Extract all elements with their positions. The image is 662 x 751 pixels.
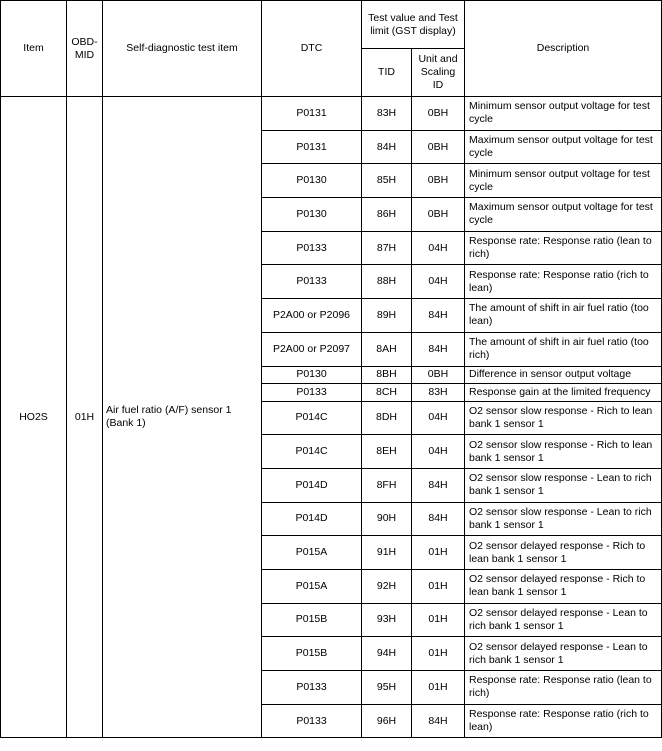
cell-tid: 8EH bbox=[362, 435, 412, 469]
cell-dtc: P0130 bbox=[262, 164, 362, 198]
cell-description: O2 sensor slow response - Rich to lean bank 1 sensor 1 bbox=[465, 435, 662, 469]
cell-tid: 8CH bbox=[362, 384, 412, 402]
cell-description: O2 sensor slow response - Lean to rich bank 1 sensor 1 bbox=[465, 468, 662, 502]
header-item: Item bbox=[1, 1, 67, 97]
cell-dtc: P2A00 or P2096 bbox=[262, 299, 362, 333]
header-test-item: Self-diagnostic test item bbox=[103, 1, 262, 97]
cell-tid: 84H bbox=[362, 130, 412, 164]
cell-dtc: P0133 bbox=[262, 671, 362, 705]
cell-dtc: P0130 bbox=[262, 198, 362, 232]
group-item: HO2S bbox=[1, 97, 67, 738]
cell-tid: 94H bbox=[362, 637, 412, 671]
cell-unit: 0BH bbox=[412, 97, 465, 131]
header-unit: Unit and Scaling ID bbox=[412, 49, 465, 97]
cell-unit: 84H bbox=[412, 332, 465, 366]
cell-dtc: P0131 bbox=[262, 97, 362, 131]
group-obd-mid: 01H bbox=[67, 97, 103, 738]
header-description: Description bbox=[465, 1, 662, 97]
cell-description: Maximum sensor output voltage for test cycle bbox=[465, 130, 662, 164]
cell-description: O2 sensor delayed response - Lean to rich bank 1 sensor 1 bbox=[465, 603, 662, 637]
cell-description: Maximum sensor output voltage for test cycle bbox=[465, 198, 662, 232]
cell-dtc: P0131 bbox=[262, 130, 362, 164]
cell-description: Response rate: Response ratio (rich to lean) bbox=[465, 265, 662, 299]
cell-unit: 04H bbox=[412, 435, 465, 469]
cell-tid: 88H bbox=[362, 265, 412, 299]
cell-tid: 8AH bbox=[362, 332, 412, 366]
group-test-item: Air fuel ratio (A/F) sensor 1 (Bank 1) bbox=[103, 97, 262, 738]
cell-tid: 90H bbox=[362, 502, 412, 536]
cell-unit: 04H bbox=[412, 265, 465, 299]
cell-tid: 95H bbox=[362, 671, 412, 705]
cell-tid: 8FH bbox=[362, 468, 412, 502]
cell-tid: 92H bbox=[362, 569, 412, 603]
cell-description: O2 sensor slow response - Rich to lean bank 1 sensor 1 bbox=[465, 401, 662, 435]
header-dtc: DTC bbox=[262, 1, 362, 97]
cell-dtc: P014C bbox=[262, 435, 362, 469]
cell-description: Response rate: Response ratio (lean to rich) bbox=[465, 231, 662, 265]
cell-unit: 04H bbox=[412, 231, 465, 265]
cell-tid: 93H bbox=[362, 603, 412, 637]
cell-description: Difference in sensor output voltage bbox=[465, 366, 662, 384]
table-body bbox=[1, 97, 662, 738]
cell-description: Response rate: Response ratio (lean to rich) bbox=[465, 671, 662, 705]
cell-unit: 01H bbox=[412, 637, 465, 671]
cell-tid: 86H bbox=[362, 198, 412, 232]
cell-tid: 96H bbox=[362, 704, 412, 738]
cell-unit: 84H bbox=[412, 502, 465, 536]
header-tid: TID bbox=[362, 49, 412, 97]
cell-unit: 04H bbox=[412, 401, 465, 435]
cell-description: O2 sensor delayed response - Lean to rich bank 1 sensor 1 bbox=[465, 637, 662, 671]
cell-description: O2 sensor delayed response - Rich to lean bank 1 sensor 1 bbox=[465, 536, 662, 570]
cell-dtc: P014D bbox=[262, 502, 362, 536]
cell-description: Response rate: Response ratio (rich to lean) bbox=[465, 704, 662, 738]
cell-description: O2 sensor delayed response - Rich to lean bank 1 sensor 1 bbox=[465, 569, 662, 603]
table-row bbox=[1, 97, 662, 131]
cell-description: Minimum sensor output voltage for test cycle bbox=[465, 97, 662, 131]
cell-description: Response gain at the limited frequency bbox=[465, 384, 662, 402]
cell-description: Minimum sensor output voltage for test cycle bbox=[465, 164, 662, 198]
cell-tid: 89H bbox=[362, 299, 412, 333]
cell-description: The amount of shift in air fuel ratio (too rich) bbox=[465, 332, 662, 366]
cell-dtc: P0133 bbox=[262, 384, 362, 402]
cell-tid: 8DH bbox=[362, 401, 412, 435]
cell-tid: 85H bbox=[362, 164, 412, 198]
cell-dtc: P015B bbox=[262, 637, 362, 671]
cell-dtc: P2A00 or P2097 bbox=[262, 332, 362, 366]
cell-dtc: P014C bbox=[262, 401, 362, 435]
cell-dtc: P015A bbox=[262, 536, 362, 570]
cell-unit: 01H bbox=[412, 603, 465, 637]
cell-dtc: P015B bbox=[262, 603, 362, 637]
cell-unit: 0BH bbox=[412, 164, 465, 198]
cell-unit: 84H bbox=[412, 299, 465, 333]
cell-description: O2 sensor slow response - Lean to rich bank 1 sensor 1 bbox=[465, 502, 662, 536]
cell-unit: 01H bbox=[412, 536, 465, 570]
cell-description: The amount of shift in air fuel ratio (too lean) bbox=[465, 299, 662, 333]
cell-unit: 0BH bbox=[412, 198, 465, 232]
cell-unit: 01H bbox=[412, 569, 465, 603]
cell-unit: 0BH bbox=[412, 130, 465, 164]
cell-dtc: P015A bbox=[262, 569, 362, 603]
cell-unit: 84H bbox=[412, 468, 465, 502]
cell-tid: 83H bbox=[362, 97, 412, 131]
cell-tid: 8BH bbox=[362, 366, 412, 384]
header-obd-mid: OBD- MID bbox=[67, 1, 103, 97]
cell-unit: 83H bbox=[412, 384, 465, 402]
cell-unit: 0BH bbox=[412, 366, 465, 384]
cell-dtc: P014D bbox=[262, 468, 362, 502]
cell-tid: 91H bbox=[362, 536, 412, 570]
cell-dtc: P0133 bbox=[262, 265, 362, 299]
cell-tid: 87H bbox=[362, 231, 412, 265]
cell-dtc: P0133 bbox=[262, 231, 362, 265]
header-test-value: Test value and Test limit (GST display) bbox=[362, 1, 465, 49]
cell-dtc: P0133 bbox=[262, 704, 362, 738]
cell-dtc: P0130 bbox=[262, 366, 362, 384]
cell-unit: 84H bbox=[412, 704, 465, 738]
cell-unit: 01H bbox=[412, 671, 465, 705]
